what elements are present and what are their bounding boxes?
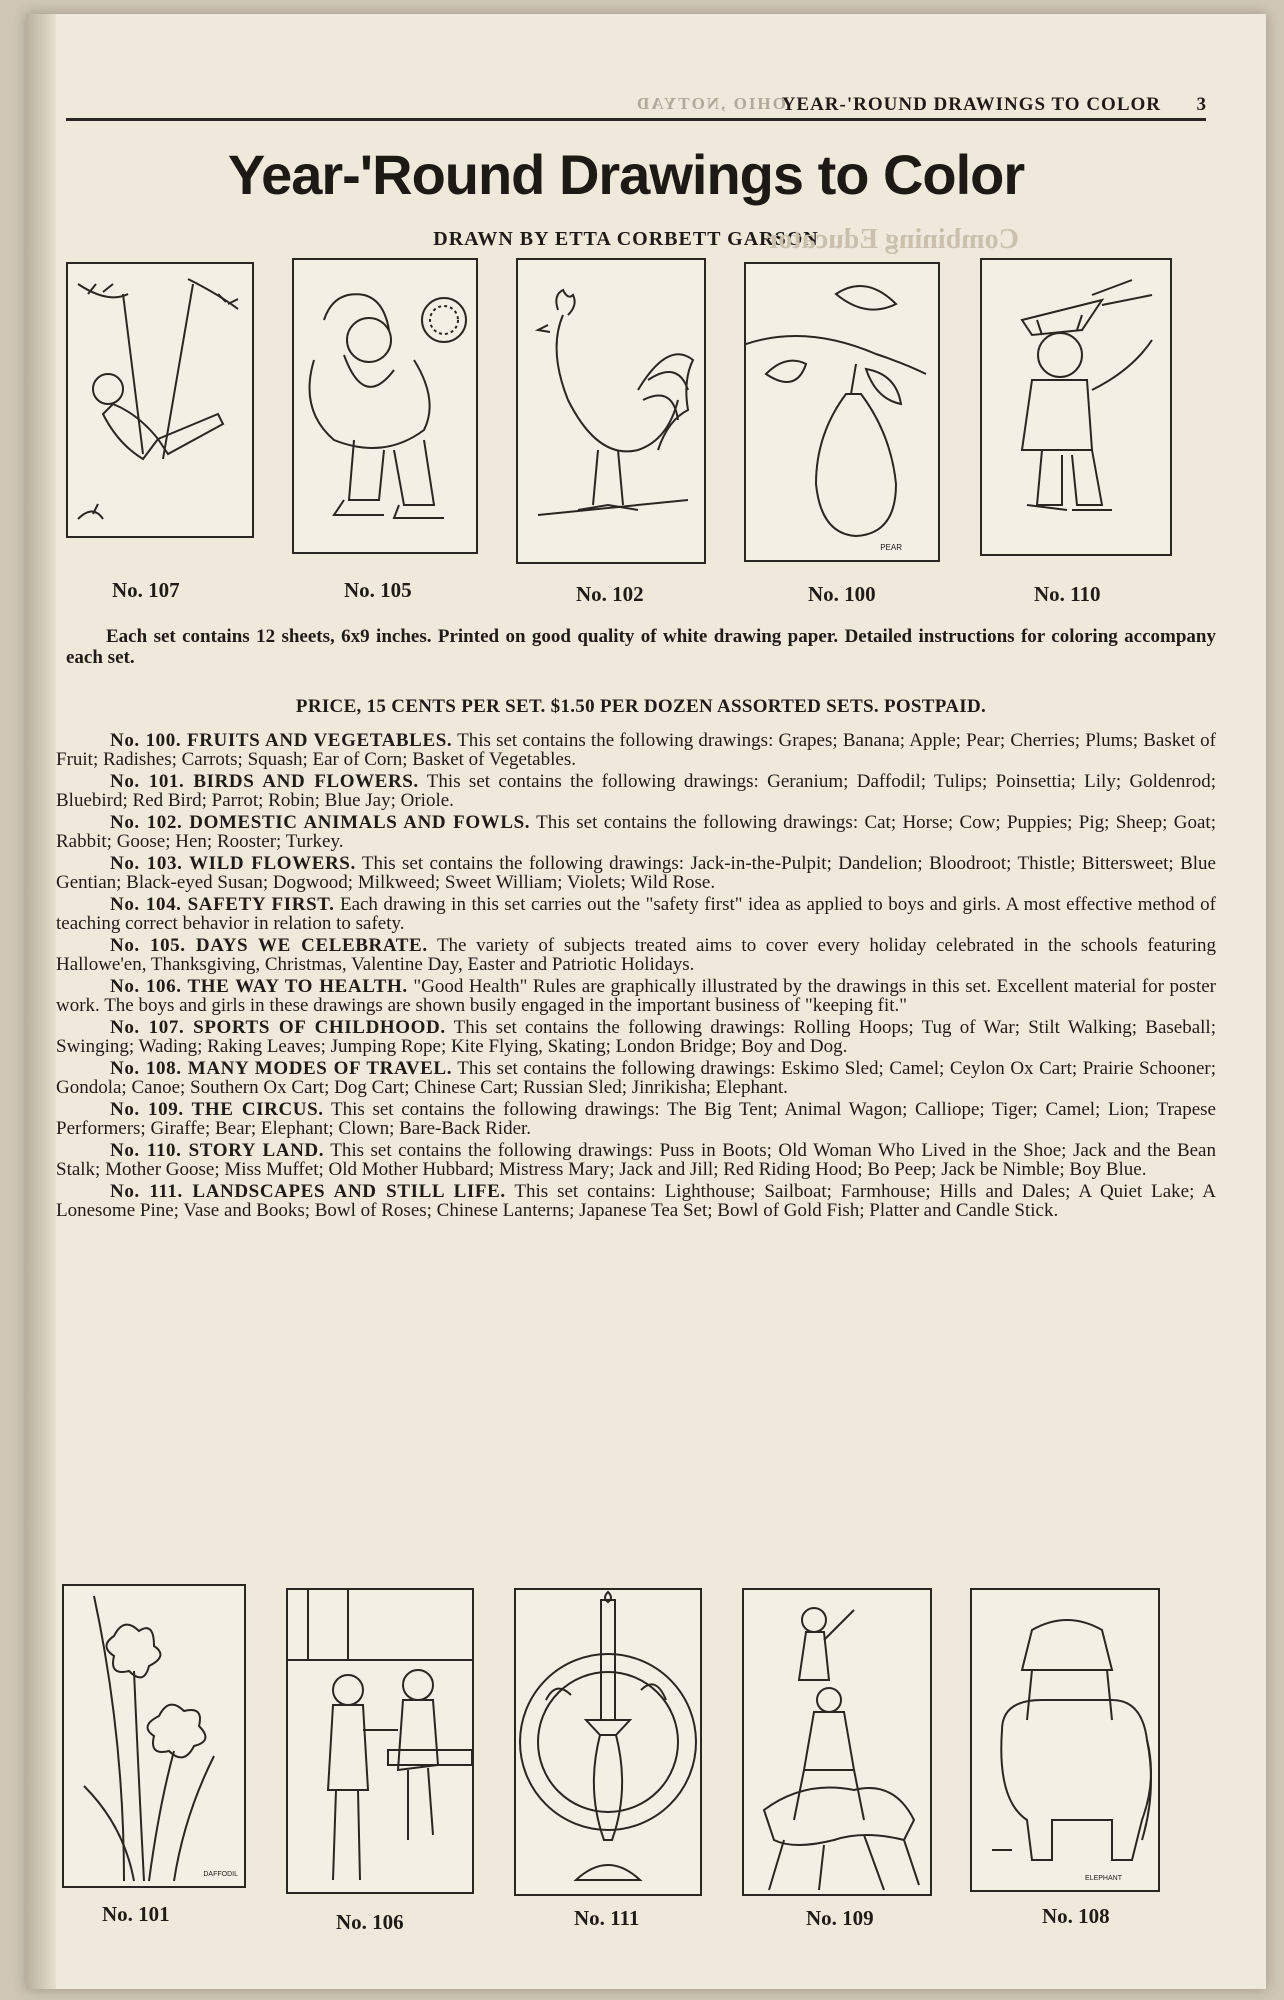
running-header [66,84,1206,121]
catalog-entry: No. 101. BIRDS AND FLOWERS. This set contains the following drawings: Geranium; Daffodil; Tulips; Poinsettia; Lily; Goldenrod; Bluebird; Red Bird; Parrot; Robin; Blue Jay; Oriole. [56,771,1216,811]
catalog-entry: No. 104. SAFETY FIRST. Each drawing in this set carries out the "safety first" idea as applied to boys and girls. A most effective method of teaching correct behavior in relation to safety. [56,894,1216,934]
catalog-entry: No. 111. LANDSCAPES AND STILL LIFE. This set contains: Lighthouse; Sailboat; Farmhouse; Hills and Dales; A Quiet Lake; A Lonesome Pine; Vase and Books; Bowl of Roses; Chinese Lanterns; Japanese Tea Set; Bowl of Gold Fish; Platter and Candle Stick. [56,1181,1216,1221]
catalog-entry: No. 103. WILD FLOWERS. This set contains the following drawings: Jack-in-the-Pulpit; Dandelion; Bloodroot; Thistle; Bittersweet; Blue Gentian; Black-eyed Susan; Dogwood; Milkweed; Sweet William; Violets; Wild Rose. [56,853,1216,893]
show-through-header-text: OHIO ,NOTYAD [635,94,786,113]
price-line: PRICE, 15 CENTS PER SET. $1.50 PER DOZEN ASSORTED SETS. POSTPAID. [295,696,987,717]
illustration-swing [66,262,254,538]
daffodil-label: DAFFODIL [203,1871,238,1878]
illustration-puss-in-boots [980,258,1172,556]
caption-no-100: No. 100 [808,582,876,606]
pear-label: PEAR [880,543,902,552]
running-header-title: YEAR-'ROUND DRAWINGS TO COLOR [781,94,1161,115]
catalog-entry: No. 109. THE CIRCUS. This set contains the following drawings: The Big Tent; Animal Wagon; Calliope; Tiger; Camel; Lion; Trapese Performers; Giraffe; Bear; Elephant; Clown; Bare-Back Rider. [56,1099,1216,1139]
illustration-pear [744,262,940,562]
catalog-entry: No. 105. DAYS WE CELEBRATE. The variety of subjects treated aims to cover every holiday celebrated in the schools featuring Hallowe'en, Thanksgiving, Christmas, Valentine Day, Easter and Patriotic Holidays. [56,935,1216,975]
illustration-health [286,1588,474,1894]
catalog-entry: No. 106. THE WAY TO HEALTH. "Good Health" Rules are graphically illustrated by the drawings in this set. Excellent material for poster work. The boys and girls in these drawings are shown busily engaged in the important business of "keeping fit." [56,976,1216,1016]
illustration-daffodil [62,1584,246,1888]
caption-no-107: No. 107 [112,578,180,602]
page-number: 3 [1196,94,1206,115]
page-spine-shadow [26,14,56,1989]
catalog-entry: No. 108. MANY MODES OF TRAVEL. This set contains the following drawings: Eskimo Sled; Camel; Ceylon Ox Cart; Prairie Schooner; Gondola; Canoe; Southern Ox Cart; Dog Cart; Chinese Cart; Russian Sled; Jinrikisha; Elephant. [56,1058,1216,1098]
magazine-page [26,14,1266,1989]
illustration-circus [742,1588,932,1896]
elephant-label: ELEPHANT [1085,1875,1122,1882]
caption-no-111: No. 111 [574,1906,640,1930]
illustration-rooster [516,258,706,564]
caption-no-106: No. 106 [336,1910,404,1934]
catalog-listing [56,732,1216,1224]
caption-no-105: No. 105 [344,578,412,602]
illustration-santa [292,258,478,554]
show-through-ghost: Combining Educator [766,224,1019,255]
caption-no-101: No. 101 [102,1902,170,1926]
caption-no-110: No. 110 [1034,582,1101,606]
catalog-entry: No. 110. STORY LAND. This set contains the following drawings: Puss in Boots; Old Woman Who Lived in the Shoe; Jack and the Bean Stalk; Mother Goose; Miss Muffet; Old Mother Hubbard; Mistress Mary; Jack and Jill; Red Riding Hood; Bo Peep; Jack be Nimble; Boy Blue. [56,1140,1216,1180]
intro-paragraph: Each set contains 12 sheets, 6x9 inches. Printed on good quality of white drawing paper. Detailed instructions for coloring accompany each set. [66,626,1216,668]
catalog-entry: No. 107. SPORTS OF CHILDHOOD. This set contains the following drawings: Rolling Hoops; Tug of War; Stilt Walking; Baseball; Swinging; Wading; Raking Leaves; Jumping Rope; Kite Flying, Skating; London Bridge; Boy and Dog. [56,1017,1216,1057]
illustration-elephant [970,1588,1160,1892]
caption-no-109: No. 109 [806,1906,874,1930]
page-title: Year-'Round Drawings to Color [227,143,1025,206]
illustration-candle [514,1588,702,1896]
catalog-entry: No. 102. DOMESTIC ANIMALS AND FOWLS. This set contains the following drawings: Cat; Horse; Cow; Puppies; Pig; Sheep; Goat; Rabbit; Goose; Hen; Rooster; Turkey. [56,812,1216,852]
caption-no-108: No. 108 [1042,1904,1110,1928]
catalog-entry: No. 100. FRUITS AND VEGETABLES. This set contains the following drawings: Grapes; Banana; Apple; Pear; Cherries; Plums; Basket of Fruit; Radishes; Carrots; Squash; Ear of Corn; Basket of Vegetables. [56,730,1216,770]
caption-no-102: No. 102 [576,582,644,606]
byline: DRAWN BY ETTA CORBETT GARSON [433,228,819,250]
